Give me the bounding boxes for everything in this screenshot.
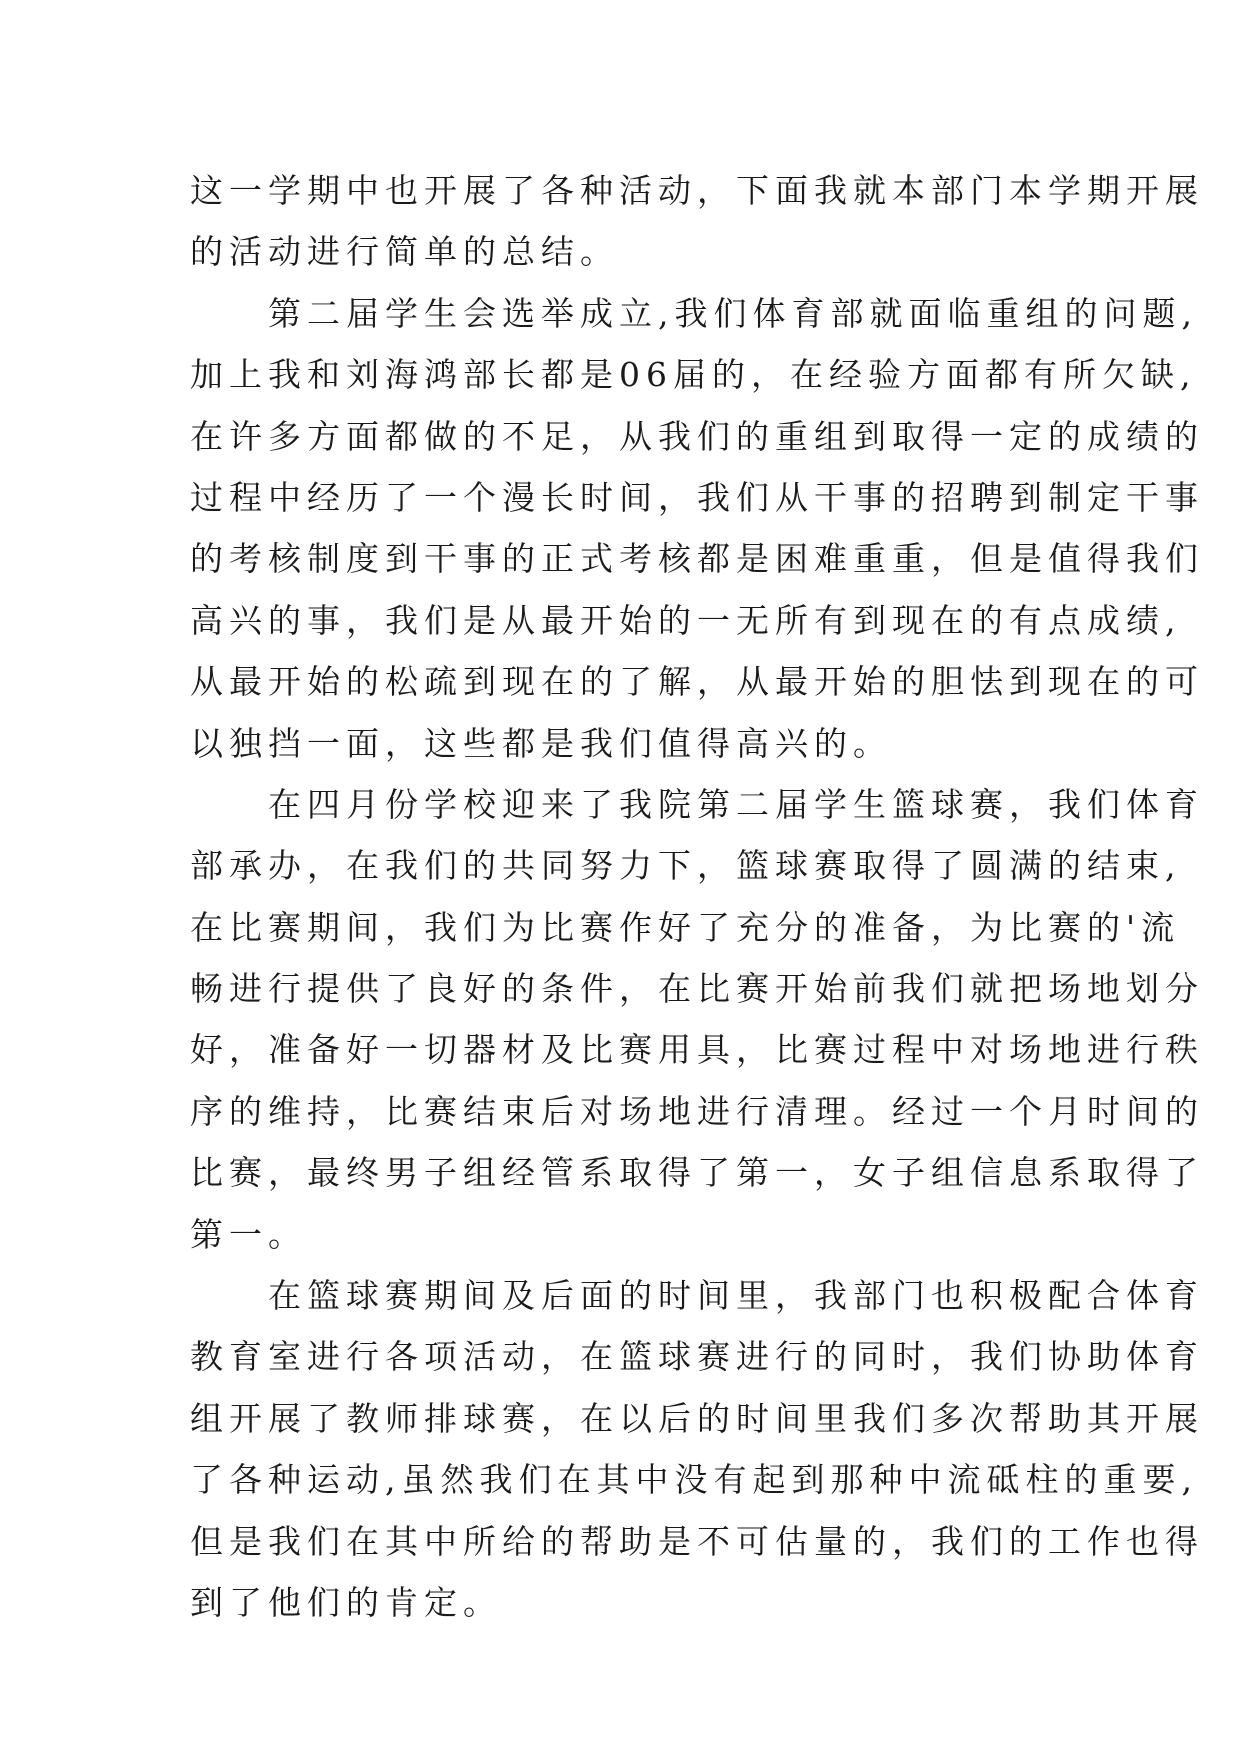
text-line: 组开展了教师排球赛，在以后的时间里我们多次帮助其开展 [190, 1398, 1204, 1438]
text-line: 比赛，最终男子组经管系取得了第一，女子组信息系取得了 [190, 1153, 1204, 1193]
text-line: 在比赛期间，我们为比赛作好了充分的准备，为比赛的'流 [190, 907, 1181, 947]
text-line: 的考核制度到干事的正式考核都是困难重重，但是值得我们 [190, 539, 1204, 579]
text-line: 畅进行提供了良好的条件，在比赛开始前我们就把场地划分 [190, 969, 1204, 1009]
paragraph-intro [190, 160, 1204, 283]
text-line: 从最开始的松疏到现在的了解，从最开始的胆怯到现在的可 [190, 662, 1204, 702]
text-line: 到了他们的肯定。 [190, 1582, 502, 1622]
paragraph-reorganization [190, 283, 1204, 774]
text-line: 了各种运动,虽然我们在其中没有起到那种中流砥柱的重要, [190, 1460, 1198, 1500]
text-line: 但是我们在其中所给的帮助是不可估量的，我们的工作也得 [190, 1521, 1204, 1561]
text-line: 这一学期中也开展了各种活动，下面我就本部门本学期开展 [190, 171, 1204, 210]
document-body [190, 160, 1204, 1633]
text-line: 好，准备好一切器材及比赛用具，比赛过程中对场地进行秩 [190, 1030, 1204, 1070]
text-line: 在四月份学校迎来了我院第二届学生篮球赛，我们体育 [190, 784, 1204, 824]
text-line: 的活动进行简单的总结。 [190, 232, 619, 272]
text-line: 在许多方面都做的不足，从我们的重组到取得一定的成绩的 [190, 416, 1204, 456]
text-line: 第一。 [190, 1214, 307, 1254]
text-line: 加上我和刘海鸿部长都是06届的，在经验方面都有所欠缺, [190, 355, 1197, 395]
text-line: 部承办，在我们的共同努力下，篮球赛取得了圆满的结束, [190, 846, 1182, 886]
text-line: 序的维持，比赛结束后对场地进行清理。经过一个月时间的 [190, 1091, 1204, 1131]
text-line: 在篮球赛期间及后面的时间里，我部门也积极配合体育 [190, 1276, 1204, 1316]
text-line: 第二届学生会选举成立,我们体育部就面临重组的问题, [190, 293, 1198, 333]
text-line: 以独挡一面，这些都是我们值得高兴的。 [190, 723, 892, 763]
text-line: 高兴的事，我们是从最开始的一无所有到现在的有点成绩, [190, 600, 1182, 640]
paragraph-cooperation [190, 1265, 1204, 1633]
paragraph-basketball [190, 774, 1204, 1265]
text-line: 教育室进行各项活动，在篮球赛进行的同时，我们协助体育 [190, 1337, 1204, 1377]
text-line: 过程中经历了一个漫长时间，我们从干事的招聘到制定干事 [190, 477, 1204, 517]
